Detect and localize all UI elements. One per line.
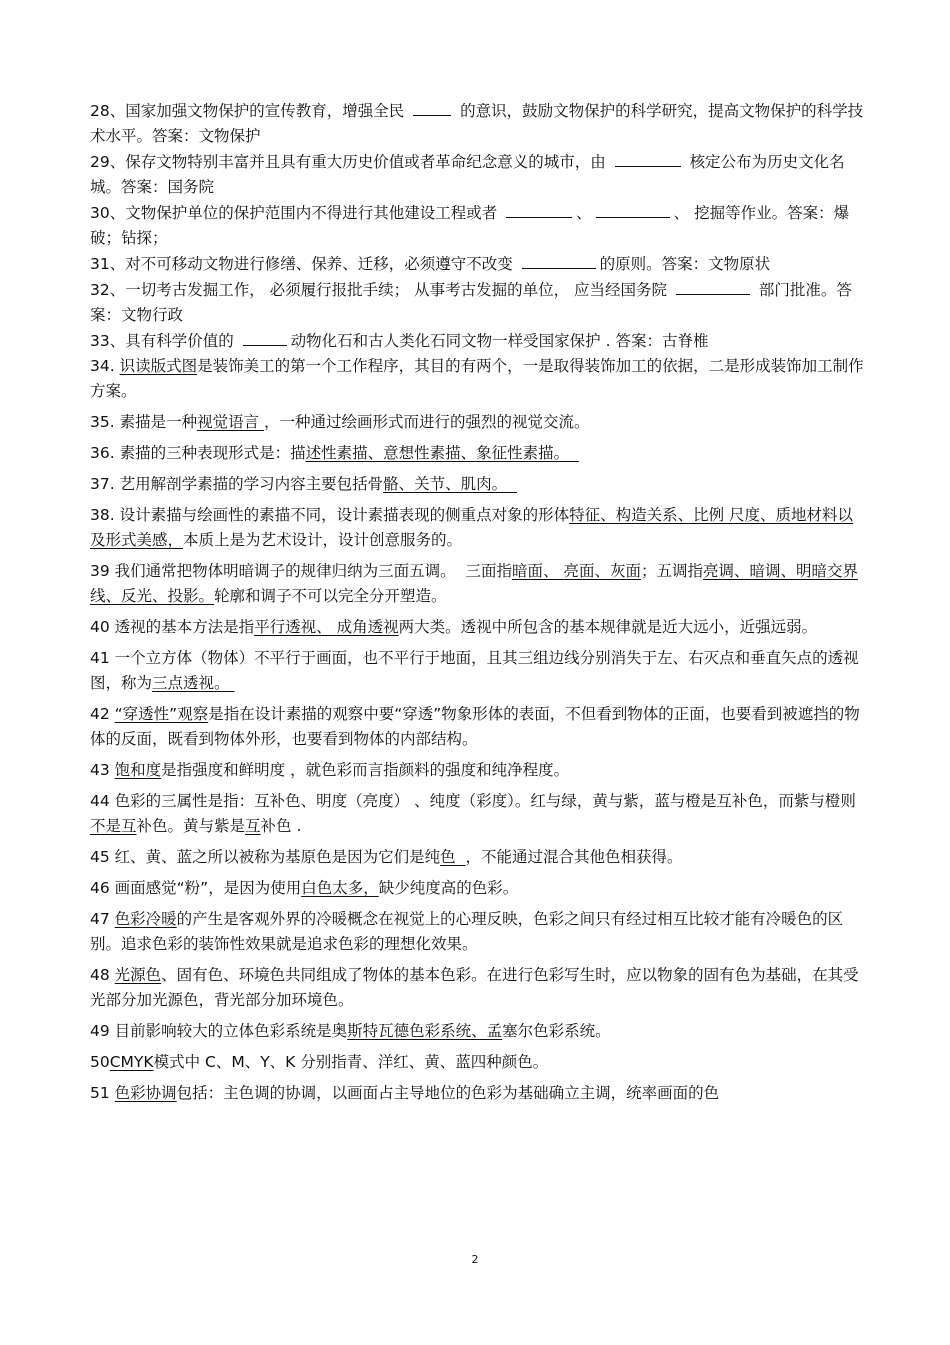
item-text: 37. 艺用解剖学素描的学习内容主要包括骨 xyxy=(90,475,384,493)
question-item xyxy=(90,907,865,957)
item-text: 、 挖掘等作业。答案：爆破；钻探； xyxy=(90,204,850,247)
item-text: 47 xyxy=(90,910,115,928)
item-text: 50 xyxy=(90,1053,110,1071)
item-text: 28、国家加强文物保护的宣传教育，增强全民 xyxy=(90,102,410,120)
question-item xyxy=(90,149,865,200)
underlined-answer: 色彩协调 xyxy=(114,1084,177,1102)
item-text: 补色。黄与紫是 xyxy=(136,817,246,835)
fill-in-blank xyxy=(522,251,596,269)
item-text: 40 透视的基本方法是指 xyxy=(90,618,255,636)
question-item xyxy=(90,328,865,354)
item-text: 33、具有科学价值的 xyxy=(90,332,239,350)
underlined-answer: 斯特瓦德色彩系统、孟 xyxy=(347,1022,503,1040)
question-item xyxy=(90,845,865,870)
underlined-answer: “穿透性”观察 xyxy=(114,705,209,723)
item-text: 部门批准。答案：文物行政 xyxy=(90,281,852,324)
underlined-answer: CMYK xyxy=(109,1053,154,1071)
underlined-answer: 亮调、暗调、明暗交界线、反光、投影。 xyxy=(90,562,858,605)
underlined-answer: 互 xyxy=(245,817,261,835)
item-text: 塞尔色彩系统。 xyxy=(502,1022,611,1040)
question-item xyxy=(90,277,865,328)
fill-in-blank xyxy=(596,200,670,218)
item-text: 动物化石和古人类化石同文物一样受国家保护 . 答案：古脊椎 xyxy=(290,332,709,350)
item-text: 、固有色、环境色共同组成了物体的基本色彩。在进行色彩写生时，应以物象的固有色为基础，在其受光部分加光源色，背光部分加环境色。 xyxy=(90,966,859,1009)
item-text: 31、对不可移动文物进行修缮、保养、迁移，必须遵守不改变 xyxy=(90,255,518,273)
document-body xyxy=(90,98,865,1112)
item-text: 29、保存文物特别丰富并且具有重大历史价值或者革命纪念意义的城市，由 xyxy=(90,153,611,171)
question-item xyxy=(90,963,865,1013)
item-text: 缺少纯度高的色彩。 xyxy=(378,879,519,897)
underlined-answer: 述性素描、意想性素描、象征性素描。 xyxy=(305,444,579,462)
underlined-answer: 视觉语言 xyxy=(197,413,265,431)
underlined-answer: 白色太多， xyxy=(301,879,379,897)
item-text: ，一种通过绘画形式而进行的强烈的视觉交流。 xyxy=(264,413,590,431)
question-item xyxy=(90,789,865,839)
item-text: 是装饰美工的第一个工作程序，其目的有两个，一是取得装饰加工的依据，二是形成装饰加工制作方案。 xyxy=(90,357,864,400)
item-text: 42 xyxy=(90,705,115,723)
item-text: 是指在设计素描的观察中要“穿透”物象形体的表面，不但看到物体的正面，也要看到被遮挡的物体的反面，既看到物体外形，也要看到物体的内部结构。 xyxy=(90,705,860,748)
question-item xyxy=(90,559,865,609)
page-number: 2 xyxy=(471,1253,479,1266)
question-item xyxy=(90,615,865,640)
underlined-answer: 三点透视。 xyxy=(152,674,235,692)
item-text: 两大类。透视中所包含的基本规律就是近大远小，近强远弱。 xyxy=(398,618,818,636)
item-text: 、 xyxy=(576,204,592,222)
underlined-answer: 饱和度 xyxy=(114,761,162,779)
item-text: 的产生是客观外界的冷暖概念在视觉上的心理反映，色彩之间只有经过相互比较才能有冷暖色的区别。追求色彩的装饰性效果就是追求色彩的理想化效果。 xyxy=(90,910,844,953)
underlined-answer: 骼、关节、肌肉。 xyxy=(383,475,517,493)
item-text: 51 xyxy=(90,1084,115,1102)
underlined-answer: 平行透视、 成角透视 xyxy=(254,618,399,636)
question-item xyxy=(90,441,865,466)
item-text: 核定公布为历史文化名城。答案：国务院 xyxy=(90,153,845,196)
item-text: 45 红、黄、蓝之所以被称为基原色是因为它们是纯 xyxy=(90,848,441,866)
fill-in-blank xyxy=(506,200,572,218)
item-text: 38. 设计素描与绘画性的素描不同，设计素描表现的侧重点对象的形体 xyxy=(90,506,570,524)
item-text: 模式中 C、M、Y、K 分别指青、洋红、黄、蓝四种颜色。 xyxy=(153,1053,549,1071)
underlined-answer: 色彩冷暖 xyxy=(114,910,177,928)
item-text: 本质上是为艺术设计，设计创意服务的。 xyxy=(183,531,463,549)
item-text: 39 我们通常把物体明暗调子的规律归纳为三面五调。 三面指 xyxy=(90,562,513,580)
question-item xyxy=(90,354,865,404)
underlined-answer: 不是互 xyxy=(90,817,137,835)
item-text: 32、一切考古发掘工作， 必须履行报批手续； 从事考古发掘的单位， 应当经国务院 xyxy=(90,281,672,299)
underlined-answer: 识读版式图 xyxy=(119,357,198,375)
question-item xyxy=(90,1081,865,1106)
fill-in-blank xyxy=(413,98,451,116)
question-item xyxy=(90,702,865,752)
question-item xyxy=(90,251,865,277)
item-text: ，不能通过混合其他色相获得。 xyxy=(465,848,683,866)
fill-in-blank xyxy=(243,328,287,346)
question-item xyxy=(90,646,865,696)
question-item xyxy=(90,1019,865,1044)
fill-in-blank xyxy=(676,277,750,295)
question-item xyxy=(90,410,865,435)
item-text: 49 目前影响较大的立体色彩系统是奥 xyxy=(90,1022,348,1040)
underlined-answer: 光源色 xyxy=(114,966,162,984)
item-text: 43 xyxy=(90,761,115,779)
underlined-answer: 色 xyxy=(440,848,466,866)
item-text: 30、文物保护单位的保护范围内不得进行其他建设工程或者 xyxy=(90,204,503,222)
item-text: 的意识，鼓励文物保护的科学研究，提高文物保护的科学技术水平。答案：文物保护 xyxy=(90,102,864,145)
question-item xyxy=(90,472,865,497)
item-text: 41 一个立方体（物体）不平行于画面，也不平行于地面，且其三组边线分别消失于左、右灭点和垂直矢点的透视图，称为 xyxy=(90,649,859,692)
question-item xyxy=(90,98,865,149)
underlined-answer: 特征、构造关系、比例 尺度、质地材料以及形式美感， xyxy=(90,506,854,549)
item-text: 补色 . xyxy=(260,817,302,835)
item-text: 包括：主色调的协调，以画面占主导地位的色彩为基础确立主调，统率画面的色 xyxy=(176,1084,720,1102)
question-item xyxy=(90,1050,865,1075)
item-text: 48 xyxy=(90,966,115,984)
item-text: 是指强度和鲜明度 ，就色彩而言指颜料的强度和纯净程度。 xyxy=(161,761,570,779)
item-text: 44 色彩的三属性是指：互补色、明度（亮度） 、纯度（彩度）。红与绿，黄与紫，蓝与橙是互补色，而紫与橙则 xyxy=(90,792,856,810)
item-text: 的原则。答案：文物原状 xyxy=(599,255,771,273)
item-text: 34. xyxy=(90,357,120,375)
question-item xyxy=(90,758,865,783)
item-text: ；五调指 xyxy=(640,562,703,580)
question-item xyxy=(90,200,865,251)
item-text: 35. 素描是一种 xyxy=(90,413,198,431)
underlined-answer: 暗面、 亮面、灰面 xyxy=(512,562,641,580)
question-item xyxy=(90,876,865,901)
fill-in-blank xyxy=(615,149,681,167)
item-text: 46 画面感觉“粉”，是因为使用 xyxy=(90,879,302,897)
item-text: 轮廓和调子不可以完全分开塑造。 xyxy=(214,587,447,605)
item-text: 36. 素描的三种表现形式是：描 xyxy=(90,444,306,462)
question-item xyxy=(90,503,865,553)
